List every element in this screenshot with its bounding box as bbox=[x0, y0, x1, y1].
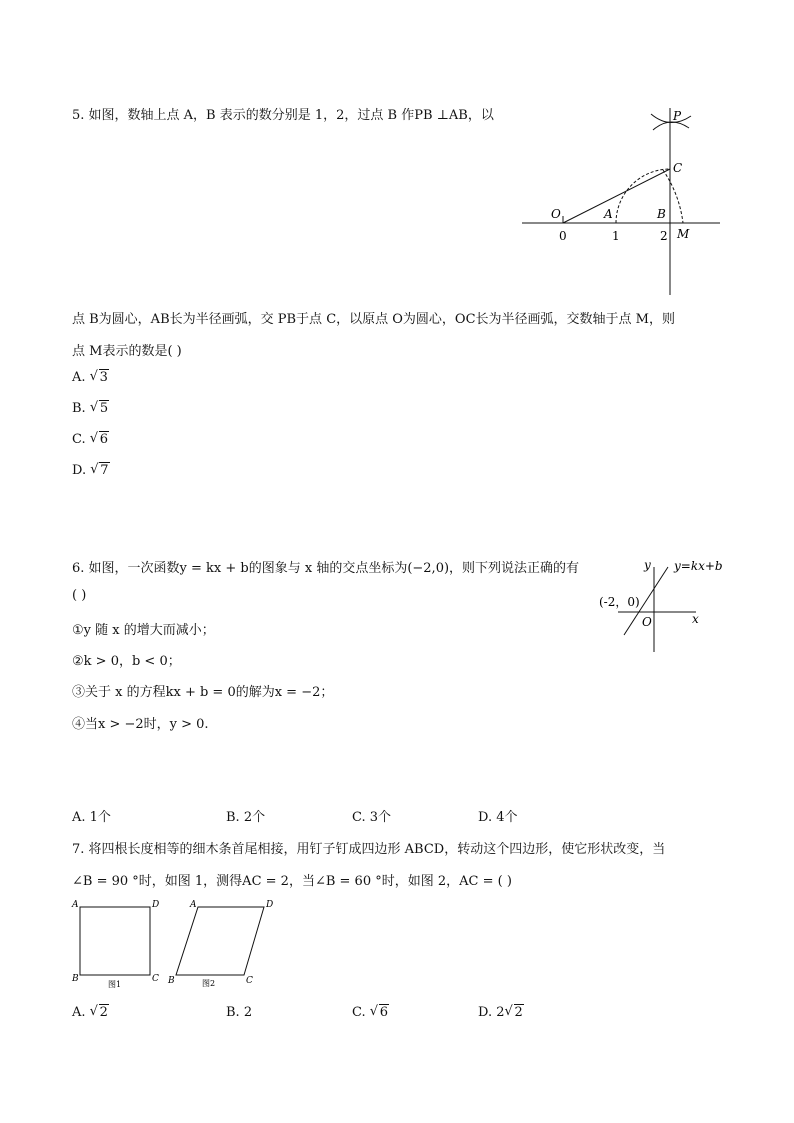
sqrt-symbol: √ 6 bbox=[370, 1005, 389, 1020]
q6-statement-3: ③关于 x 的方程kx + b = 0的解为x = −2； bbox=[72, 685, 334, 700]
q5-option-b[interactable]: B. √ 5 bbox=[72, 401, 109, 416]
fig1-label-a: A bbox=[72, 900, 79, 910]
q7-option-d[interactable]: D. 2√ 2 bbox=[478, 1005, 524, 1020]
rhombus-abcd bbox=[176, 907, 264, 975]
label-p: P bbox=[673, 109, 682, 123]
arc-p1 bbox=[651, 114, 691, 123]
y-axis-label: y bbox=[644, 558, 651, 572]
arc-p2 bbox=[653, 122, 689, 130]
q7-option-b[interactable]: B. 2 bbox=[226, 1005, 253, 1020]
q6-stem-line1: 6. 如图，一次函数y = kx + b的图象与 x 轴的交点坐标为(−2,0)，则下列说法正确的有 bbox=[72, 561, 580, 576]
tick-label-2: 2 bbox=[660, 229, 668, 243]
q6-option-c[interactable]: C. 3个 bbox=[352, 810, 392, 825]
q5-option-a[interactable]: A. √ 3 bbox=[72, 370, 109, 385]
square-abcd bbox=[80, 907, 150, 975]
fig2-caption: 图2 bbox=[202, 979, 216, 988]
fig2-label-d: D bbox=[266, 900, 274, 910]
q6-statement-1: ①y 随 x 的增大而减小； bbox=[72, 623, 215, 638]
label-c: C bbox=[673, 161, 683, 175]
sqrt-symbol: √ 6 bbox=[90, 432, 109, 447]
sqrt-symbol: √ 2 bbox=[505, 1005, 524, 1020]
label-o: O bbox=[551, 207, 561, 221]
tick-label-1: 1 bbox=[612, 229, 620, 243]
sqrt-symbol: √ 7 bbox=[90, 463, 109, 478]
label-b: B bbox=[657, 207, 666, 221]
q7-option-c[interactable]: C. √ 6 bbox=[352, 1005, 389, 1020]
fig2-label-a: A bbox=[190, 900, 197, 910]
q5-stem-line2: 点 B为圆心，AB长为半径画弧，交 PB于点 C，以原点 O为圆心，OC长为半径画弧，交数轴于点 M，则 bbox=[72, 312, 675, 327]
q6-stem-line2: ( ) bbox=[72, 588, 87, 603]
origin-label: O bbox=[642, 615, 652, 629]
sqrt-symbol: √ 5 bbox=[90, 401, 109, 416]
q7-figures bbox=[68, 893, 288, 993]
q5-number-line-figure bbox=[515, 100, 730, 300]
tick-label-0: 0 bbox=[559, 229, 567, 243]
intercept-label: (-2，0) bbox=[599, 595, 640, 609]
q5-stem-line3: 点 M表示的数是( ) bbox=[72, 344, 182, 359]
q7-stem-line1: 7. 将四根长度相等的细木条首尾相接，用钉子钉成四边形 ABCD，转动这个四边形，使它形状改变，当 bbox=[72, 842, 666, 857]
function-label: y=kx+b bbox=[674, 559, 723, 573]
q5-option-c[interactable]: C. √ 6 bbox=[72, 432, 109, 447]
q7-stem-line2: ∠B = 90 °时，如图 1，测得AC = 2，当∠B = 60 °时，如图 2，AC = ( ) bbox=[72, 874, 512, 889]
q6-linear-function-figure bbox=[596, 555, 726, 655]
label-a: A bbox=[604, 207, 613, 221]
fig1-label-b: B bbox=[72, 974, 79, 984]
sqrt-symbol: √ 3 bbox=[90, 370, 109, 385]
fig1-label-d: D bbox=[152, 900, 160, 910]
q7-option-a[interactable]: A. √ 2 bbox=[72, 1005, 109, 1020]
sqrt-symbol: √ 2 bbox=[90, 1005, 109, 1020]
arc-oc bbox=[663, 170, 683, 223]
fig2-label-b: B bbox=[168, 976, 175, 986]
fig1-caption: 图1 bbox=[108, 980, 122, 989]
x-axis-label: x bbox=[692, 612, 699, 626]
fig1-label-c: C bbox=[152, 974, 159, 984]
fig2-label-c: C bbox=[246, 976, 253, 986]
q6-option-a[interactable]: A. 1个 bbox=[72, 810, 111, 825]
q6-option-b[interactable]: B. 2个 bbox=[226, 810, 266, 825]
q6-statement-2: ②k > 0，b < 0； bbox=[72, 654, 181, 669]
label-m: M bbox=[677, 227, 690, 241]
segment-oc bbox=[563, 169, 670, 223]
q6-option-d[interactable]: D. 4个 bbox=[478, 810, 518, 825]
q5-stem-line1: 5. 如图，数轴上点 A，B 表示的数分别是 1，2，过点 B 作PB ⊥AB，以 bbox=[72, 108, 494, 123]
q5-option-d[interactable]: D. √ 7 bbox=[72, 463, 110, 478]
q6-statement-4: ④当x > −2时，y > 0. bbox=[72, 717, 209, 732]
